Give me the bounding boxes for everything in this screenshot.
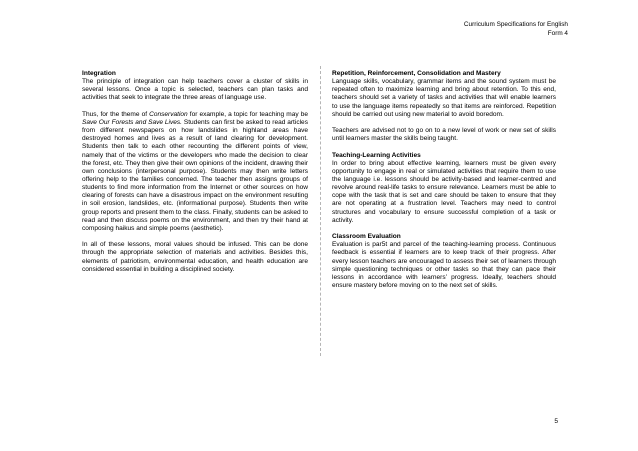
- repetition-heading: Repetition, Reinforcement, Consolidation and Mastery: [332, 70, 501, 77]
- right-column: [332, 70, 556, 298]
- left-column: [82, 70, 308, 282]
- p2-topic-italic: Save Our Forests and Save Lives.: [82, 118, 182, 126]
- p2-text-before: Thus, for the theme of: [82, 110, 150, 118]
- repetition-paragraph-2: Teachers are advised not to go on to a new level of work or new set of skills until learners master the skills being taught.: [332, 127, 556, 143]
- p2-theme-italic: Conservation: [149, 110, 188, 118]
- teaching-learning-heading: Teaching-Learning Activities: [332, 151, 421, 159]
- repetition-paragraph-1: Language skills, vocabulary, grammar items and the sound system must be repeated often to maximize learning and bring about retention. To this end, teachers should set a variety of tasks and activities that will enable learners to use the language items repeatedly so that items are reinforced. Repetition should be carried out using new material to avoid boredom.: [332, 78, 556, 118]
- teaching-learning-section: [332, 152, 556, 225]
- integration-heading: Integration: [82, 70, 116, 77]
- teaching-learning-paragraph: In order to bring about effective learning, learners must be given every opportunity to engage in real or simulated activities that require them to use the language i.e. lessons should be activity-based and learner-centred and revolve around real-life tasks to ensure relevance. Learners must be able to cope with the task that is set and care should be taken to ensure that they are not operating at a frustration level. Teachers may need to control structures and vocabulary to ensure successful completion of a task or activity.: [332, 159, 556, 224]
- p2-text-after: Students can first be asked to read articles from different newspapers on how landslides in highland areas have destroyed homes and lives as a result of land clearing for development. Students then talk to each other recounting the different points of view, namely that of the victims or the developers who made the decision to clear the forest, etc. They then give their own opinions of the incident, drawing their own conclusions (interpersonal purpose). Students may then write letters offering help to the families concerned. The teacher then assigns groups of students to find more information from the Internet or other sources on how clearing of forests can have a disastrous impact on the environment resulting in soil erosion, landslides, etc. (informational purpose). Students then write group reports and present them to the class. Finally, students can be asked to read and then discuss poems on the environment, and then try their hand at composing haikus and simple poems (aesthetic).: [82, 118, 308, 232]
- header-form: Form 4: [547, 30, 568, 37]
- column-divider: [320, 66, 321, 356]
- classroom-evaluation-heading: Classroom Evaluation: [332, 233, 401, 241]
- classroom-evaluation-section: [332, 233, 556, 290]
- integration-paragraph-2: [82, 111, 308, 233]
- integration-paragraph-1: The principle of integration can help teachers cover a cluster of skills in several lessons. Once a topic is selected, teachers can plan tasks and activities that seek to integrate the three areas of language use.: [82, 78, 308, 102]
- p2-text-middle: for example, a topic for teaching may be: [187, 110, 308, 118]
- classroom-evaluation-paragraph: Evaluation is par5t and parcel of the teaching-learning process. Continuous feedback is essential if learners are to keep track of their progress. After every lesson teachers are encouraged to assess their set of learners through simple questioning techniques or other tasks so that they can pace their lessons in accordance with learners’ progress. Ideally, teachers should ensure mastery before moving on to the next set of skills.: [332, 241, 556, 290]
- integration-paragraph-3: In all of these lessons, moral values should be infused. This can be done through the appropriate selection of materials and activities. Besides this, elements of patriotism, environmental education, and health education are considered essential in building a disciplined society.: [82, 241, 308, 273]
- page-number: 5: [554, 418, 558, 425]
- running-header: [464, 20, 568, 38]
- header-title: Curriculum Specifications for English: [463, 21, 568, 28]
